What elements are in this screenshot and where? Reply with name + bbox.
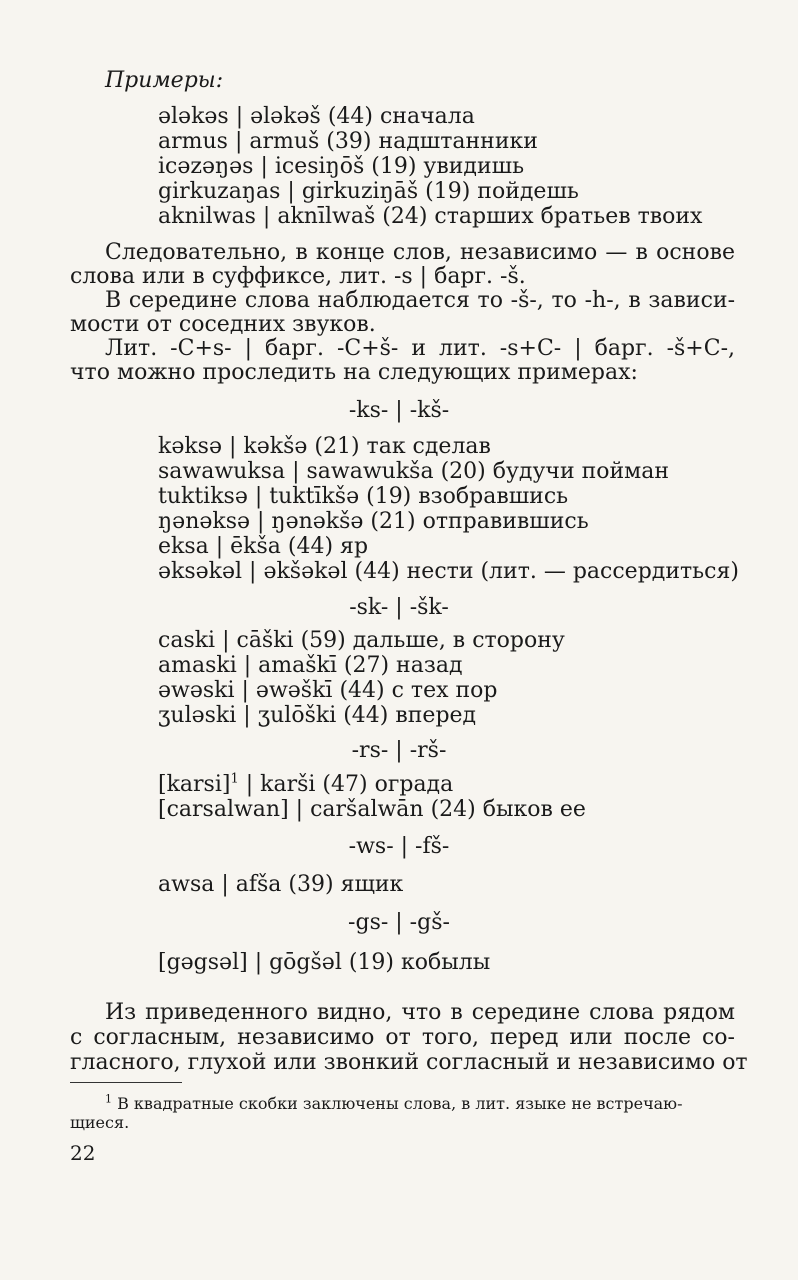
- example-line: ələkəs | ələkəš (44) сначала: [158, 104, 475, 129]
- example-line: [gəgsəl] | gōgšəl (19) кобылы: [158, 950, 491, 975]
- paragraph-line: мости от соседних звуков.: [70, 312, 376, 337]
- footnote-ref-mark: 1: [230, 771, 239, 787]
- footnote-mark: 1: [105, 1092, 112, 1106]
- example-line: [carsalwan] | caršalwān (24) быков ее: [158, 797, 586, 822]
- page-number: 22: [70, 1141, 96, 1165]
- example-line: armus | armuš (39) надштанники: [158, 129, 538, 154]
- paragraph-line: Из приведенного видно, что в середине слова рядом: [105, 1000, 735, 1025]
- group-header-sk: -sk- | -šk-: [349, 595, 449, 620]
- example-line: aknilwas | aknīlwaš (24) старших братьев твоих: [158, 204, 703, 229]
- example-line: əksəkəl | əkšəkəl (44) нести (лит. — рассердиться): [158, 559, 739, 584]
- example-line: ʒuləski | ʒulōški (44) вперед: [158, 703, 477, 728]
- example-line: [158, 772, 453, 798]
- paragraph-line: В середине слова наблюдается то -š-, то -h-, в зависи-: [105, 288, 735, 313]
- footnote-text: В квадратные скобки заключены слова, в лит. языке не встречаю-: [112, 1094, 683, 1113]
- footnote-line: щиеся.: [70, 1113, 130, 1132]
- example-line: kəksə | kəkšə (21) так сделав: [158, 434, 491, 459]
- example-line: icəzəŋəs | icesiŋōš (19) увидишь: [158, 154, 525, 179]
- footnote-line: [105, 1094, 785, 1113]
- example-line: awsa | afša (39) ящик: [158, 872, 404, 897]
- paragraph-line: Лит. -C+s- | барг. -C+š- и лит. -s+C- | барг. -š+C-,: [105, 336, 735, 361]
- paragraph-line: Следовательно, в конце слов, независимо — в основе: [105, 240, 735, 265]
- group-header-ws: -ws- | -fš-: [348, 834, 450, 859]
- example-word: [karsi]: [158, 772, 231, 797]
- group-header-ks: -ks- | -kš-: [348, 398, 450, 423]
- example-line: eksa | ēkša (44) яр: [158, 534, 369, 559]
- example-line: amaski | amaškī (27) назад: [158, 653, 463, 678]
- example-line: girkuzaŋas | girkuziŋāš (19) пойдешь: [158, 179, 579, 204]
- paragraph-line: что можно проследить на следующих примерах:: [70, 360, 638, 385]
- example-line: sawawuksa | sawawukša (20) будучи пойман: [158, 459, 670, 484]
- example-line: ŋənəksə | ŋənəkšə (21) отправившись: [158, 509, 589, 534]
- example-line: əwəski | əwəškī (44) с тех пор: [158, 678, 498, 703]
- example-line: caski | cāški (59) дальше, в сторону: [158, 628, 565, 653]
- example-line: tuktiksə | tuktīkšə (19) взобравшись: [158, 484, 569, 509]
- footnote-divider: [70, 1082, 182, 1083]
- paragraph-line: слова или в суффиксе, лит. -s | барг. -š.: [70, 264, 526, 289]
- examples-heading: Примеры:: [105, 68, 224, 93]
- group-header-gs: -gs- | -gš-: [348, 910, 450, 935]
- example-gloss: | karši (47) ограда: [238, 772, 454, 797]
- paragraph-line: с согласным, независимо от того, перед или после со-: [70, 1025, 735, 1050]
- group-header-rs: -rs- | -rš-: [351, 738, 447, 763]
- paragraph-line: гласного, глухой или звонкий согласный и независимо от: [70, 1050, 748, 1075]
